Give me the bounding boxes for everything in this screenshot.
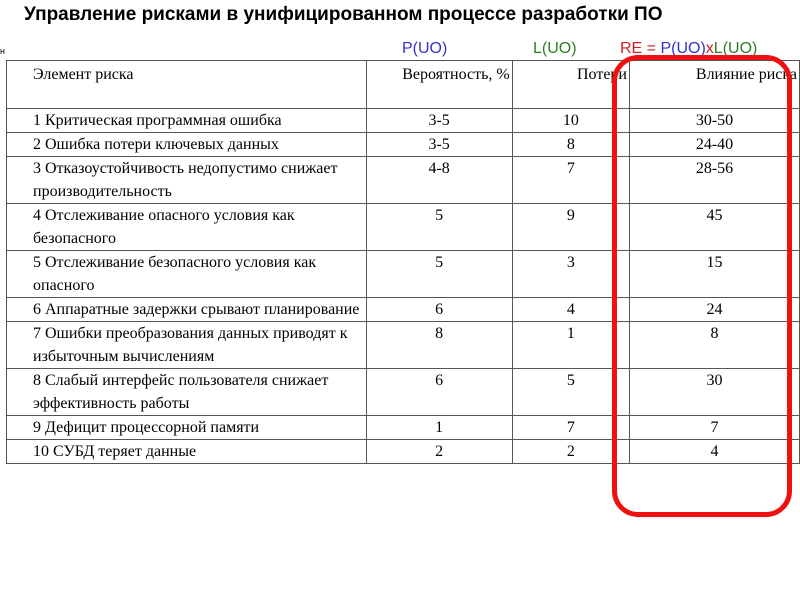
impact-cell: 4	[629, 440, 799, 464]
risk-exposure-formula	[620, 40, 757, 58]
probability-cell: 5	[366, 251, 512, 298]
risk-exposure-loss: L(UO)	[713, 40, 758, 57]
loss-cell: 8	[512, 133, 629, 157]
probability-cell: 6	[366, 298, 512, 322]
probability-cell: 2	[366, 440, 512, 464]
page-title: Управление рисками в унифицированном процессе разработки ПО	[24, 4, 663, 25]
table-row	[7, 298, 800, 322]
table-row	[7, 251, 800, 298]
risk-element-cell: 7 Ошибки преобразования данных приводят к избыточным вычислениям	[7, 322, 367, 369]
impact-cell: 30	[629, 369, 799, 416]
impact-cell: 30-50	[629, 109, 799, 133]
probability-cell: 3-5	[366, 133, 512, 157]
table-row	[7, 440, 800, 464]
impact-cell: 7	[629, 416, 799, 440]
probability-formula-label: P(UO)	[402, 40, 448, 57]
loss-cell: 9	[512, 204, 629, 251]
risk-element-cell: 8 Слабый интерфейс пользователя снижает эффективность работы	[7, 369, 367, 416]
loss-cell: 7	[512, 157, 629, 204]
table-row	[7, 157, 800, 204]
impact-cell: 8	[629, 322, 799, 369]
risk-exposure-multiply: x	[705, 40, 714, 57]
probability-cell: 3-5	[366, 109, 512, 133]
table-header-row	[7, 61, 800, 109]
risk-element-cell: 4 Отслеживание опасного условия как безопасного	[7, 204, 367, 251]
header-impact: Влияние риска	[629, 61, 799, 109]
risk-element-cell: 3 Отказоустойчивость недопустимо снижает производительность	[7, 157, 367, 204]
risk-element-cell: 2 Ошибка потери ключевых данных	[7, 133, 367, 157]
table-row	[7, 133, 800, 157]
risk-exposure-probability: P(UO)	[660, 40, 706, 57]
risk-element-cell: 6 Аппаратные задержки срывают планирование	[7, 298, 367, 322]
risk-table	[6, 60, 800, 464]
probability-cell: 6	[366, 369, 512, 416]
impact-cell: 24-40	[629, 133, 799, 157]
risk-element-cell: 1 Критическая программная ошибка	[7, 109, 367, 133]
risk-exposure-prefix: RE =	[620, 40, 661, 57]
probability-cell: 8	[366, 322, 512, 369]
loss-cell: 4	[512, 298, 629, 322]
header-probability: Вероятность, %	[366, 61, 512, 109]
risk-element-cell: 5 Отслеживание безопасного условия как опасного	[7, 251, 367, 298]
loss-formula-label: L(UO)	[533, 40, 577, 57]
impact-cell: 24	[629, 298, 799, 322]
impact-cell: 45	[629, 204, 799, 251]
header-loss: Потери	[512, 61, 629, 109]
probability-cell: 5	[366, 204, 512, 251]
risk-table-body	[7, 109, 800, 464]
table-row	[7, 322, 800, 369]
loss-cell: 10	[512, 109, 629, 133]
probability-cell: 1	[366, 416, 512, 440]
probability-cell: 4-8	[366, 157, 512, 204]
impact-cell: 15	[629, 251, 799, 298]
text-cursor-marker: н	[0, 46, 5, 56]
loss-cell: 3	[512, 251, 629, 298]
table-row	[7, 369, 800, 416]
loss-cell: 7	[512, 416, 629, 440]
header-risk-element: Элемент риска	[7, 61, 367, 109]
table-row	[7, 109, 800, 133]
table-row	[7, 204, 800, 251]
table-row	[7, 416, 800, 440]
loss-cell: 1	[512, 322, 629, 369]
risk-element-cell: 10 СУБД теряет данные	[7, 440, 367, 464]
impact-cell: 28-56	[629, 157, 799, 204]
loss-cell: 5	[512, 369, 629, 416]
risk-element-cell: 9 Дефицит процессорной памяти	[7, 416, 367, 440]
loss-cell: 2	[512, 440, 629, 464]
